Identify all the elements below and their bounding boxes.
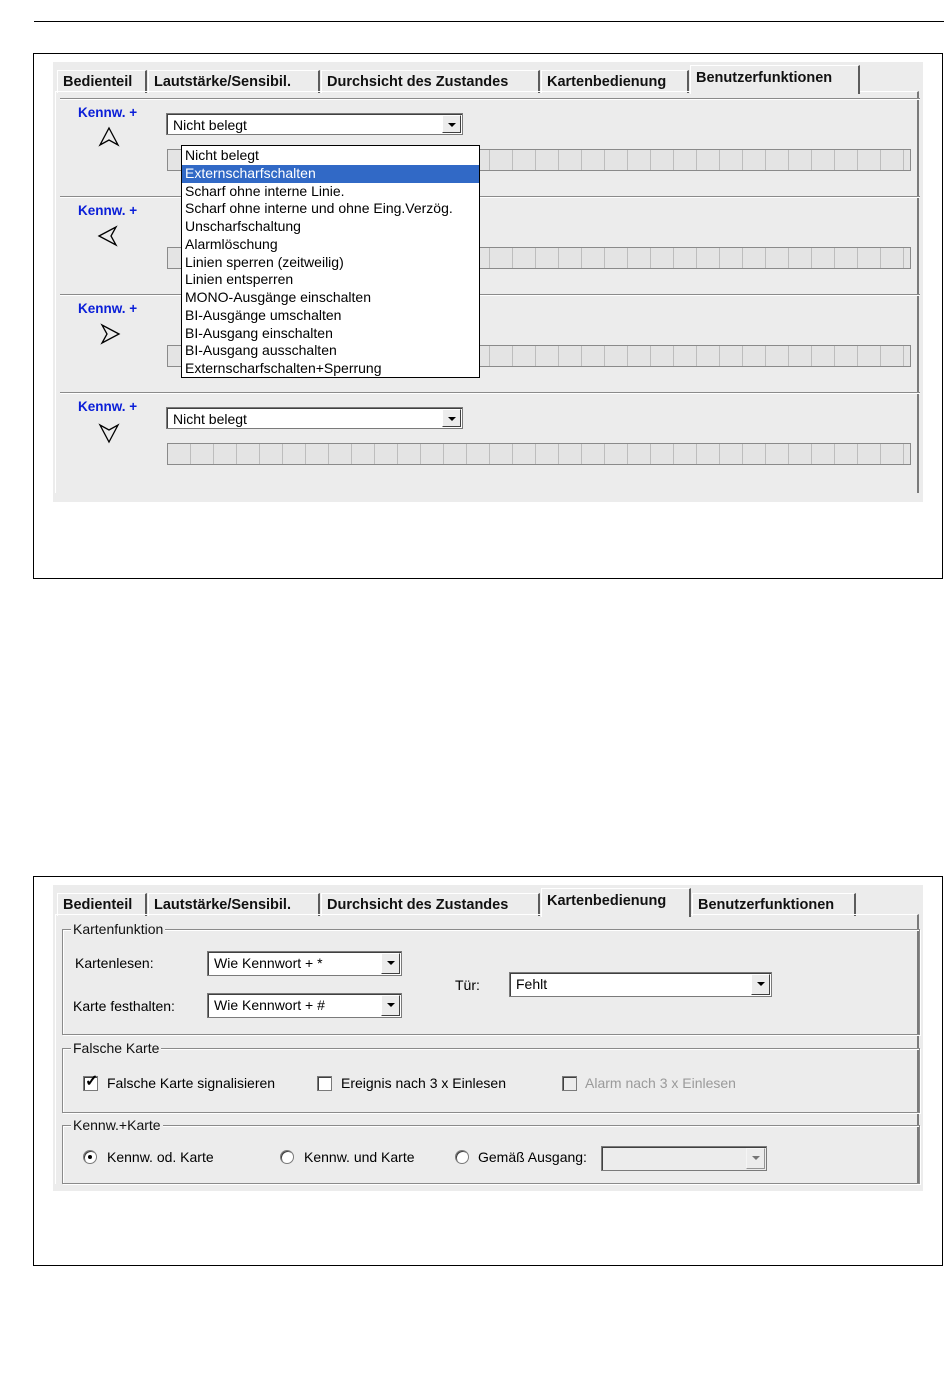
alarm-nach-3x-label: Alarm nach 3 x Einlesen <box>585 1075 736 1091</box>
karte-festhalten-label: Karte festhalten: <box>73 998 175 1014</box>
tab-benutzerfunktionen[interactable]: Benutzerfunktionen <box>690 65 860 94</box>
karte-festhalten-value: Wie Kennwort + # <box>214 997 325 1013</box>
kennwort-label: Kennw. + <box>78 203 138 218</box>
tuer-label: Tür: <box>455 977 480 993</box>
kartenlesen-value: Wie Kennwort + * <box>214 955 323 971</box>
tab-lautstaerke[interactable]: Lautstärke/Sensibil. <box>148 893 320 916</box>
ausgang-select <box>601 1146 767 1171</box>
ereignis-nach-3x-checkbox[interactable] <box>317 1076 332 1091</box>
chevron-down-icon[interactable] <box>381 953 400 974</box>
group-legend: Falsche Karte <box>73 1040 160 1056</box>
function-dropdown-list[interactable] <box>181 145 480 378</box>
kennw-und-karte-radio[interactable] <box>280 1150 294 1164</box>
alarm-nach-3x-checkbox <box>562 1076 577 1091</box>
tab-bedienteil[interactable]: Bedienteil <box>57 70 147 93</box>
figure-benutzerfunktionen <box>33 53 943 579</box>
tuer-select[interactable] <box>509 972 772 997</box>
dropdown-option[interactable]: Alarmlöschung <box>185 235 278 252</box>
falsche-karte-signalisieren-checkbox[interactable] <box>83 1073 99 1091</box>
page-header-rule <box>34 21 944 22</box>
digit-cells-down <box>167 443 911 465</box>
kennwort-label: Kennw. + <box>78 399 138 414</box>
dialog-panel <box>53 885 923 1191</box>
tuer-value: Fehlt <box>516 976 548 992</box>
kennw-od-karte-radio[interactable] <box>83 1150 97 1164</box>
group-falsche-karte <box>62 1040 920 1113</box>
gemaess-ausgang-label: Gemäß Ausgang: <box>478 1149 587 1165</box>
dropdown-option[interactable]: Scharf ohne interne Linie. <box>185 182 345 199</box>
dropdown-option[interactable]: BI-Ausgänge umschalten <box>185 306 342 323</box>
dropdown-option[interactable]: Unscharfschaltung <box>185 218 301 234</box>
tab-benutzerfunktionen[interactable]: Benutzerfunktionen <box>692 893 856 916</box>
group-legend: Kartenfunktion <box>73 921 164 937</box>
kartenlesen-label: Kartenlesen: <box>75 955 154 971</box>
radio-dot-icon <box>88 1155 92 1159</box>
kennwort-label: Kennw. + <box>78 105 138 120</box>
kennw-und-karte-label: Kennw. und Karte <box>304 1149 415 1165</box>
tab-bedienteil[interactable]: Bedienteil <box>57 893 147 916</box>
chevron-down-icon[interactable] <box>381 995 400 1016</box>
down-arrow-icon <box>96 419 122 445</box>
right-arrow-icon <box>96 321 122 347</box>
dropdown-option[interactable]: BI-Ausgang ausschalten <box>185 342 337 359</box>
falsche-karte-signalisieren-label: Falsche Karte signalisieren <box>107 1075 276 1091</box>
gemaess-ausgang-radio[interactable] <box>455 1150 469 1164</box>
kartenlesen-select[interactable] <box>207 951 402 976</box>
group-legend: Kennw.+Karte <box>73 1117 161 1133</box>
tab-kartenbedienung[interactable]: Kartenbedienung <box>541 70 689 93</box>
function-select-down[interactable] <box>166 407 463 429</box>
chevron-down-icon[interactable] <box>751 974 770 995</box>
chevron-down-icon <box>746 1148 765 1169</box>
dropdown-option[interactable]: MONO-Ausgänge einschalten <box>185 289 371 305</box>
tab-durchsicht[interactable]: Durchsicht des Zustandes <box>321 893 540 916</box>
dropdown-option[interactable]: Nicht belegt <box>185 147 259 163</box>
kennw-od-karte-label: Kennw. od. Karte <box>107 1149 214 1165</box>
left-arrow-icon <box>96 223 122 249</box>
group-kennw-karte <box>62 1117 920 1184</box>
function-select-value: Nicht belegt <box>173 117 247 133</box>
ereignis-nach-3x-label: Ereignis nach 3 x Einlesen <box>341 1075 506 1091</box>
dialog-panel <box>53 62 923 502</box>
karte-festhalten-select[interactable] <box>207 993 402 1018</box>
function-select-value: Nicht belegt <box>173 411 247 427</box>
function-select-up[interactable] <box>166 113 463 135</box>
dropdown-option[interactable]: Scharf ohne interne und ohne Eing.Verzög. <box>185 200 453 217</box>
kennwort-label: Kennw. + <box>78 301 138 316</box>
tab-panel-kartenbedienung <box>55 914 919 1184</box>
dropdown-option[interactable]: Linien sperren (zeitweilig) <box>185 253 344 270</box>
tab-durchsicht[interactable]: Durchsicht des Zustandes <box>321 70 540 93</box>
tab-kartenbedienung[interactable]: Kartenbedienung <box>541 888 691 917</box>
chevron-down-icon[interactable] <box>442 409 461 427</box>
up-arrow-icon <box>96 125 122 151</box>
group-kartenfunktion <box>62 921 920 1035</box>
chevron-down-icon[interactable] <box>442 115 461 133</box>
tab-lautstaerke[interactable]: Lautstärke/Sensibil. <box>148 70 320 93</box>
checkmark-icon: ✓ <box>85 1073 99 1090</box>
dropdown-option[interactable]: BI-Ausgang einschalten <box>185 324 333 341</box>
figure-kartenbedienung <box>33 876 943 1266</box>
function-row-down <box>60 392 920 490</box>
dropdown-option[interactable]: Externscharfschalten+Sperrung <box>185 360 382 376</box>
dropdown-option-selected[interactable]: Externscharfschalten <box>182 165 479 183</box>
dropdown-option[interactable]: Linien entsperren <box>185 271 294 288</box>
